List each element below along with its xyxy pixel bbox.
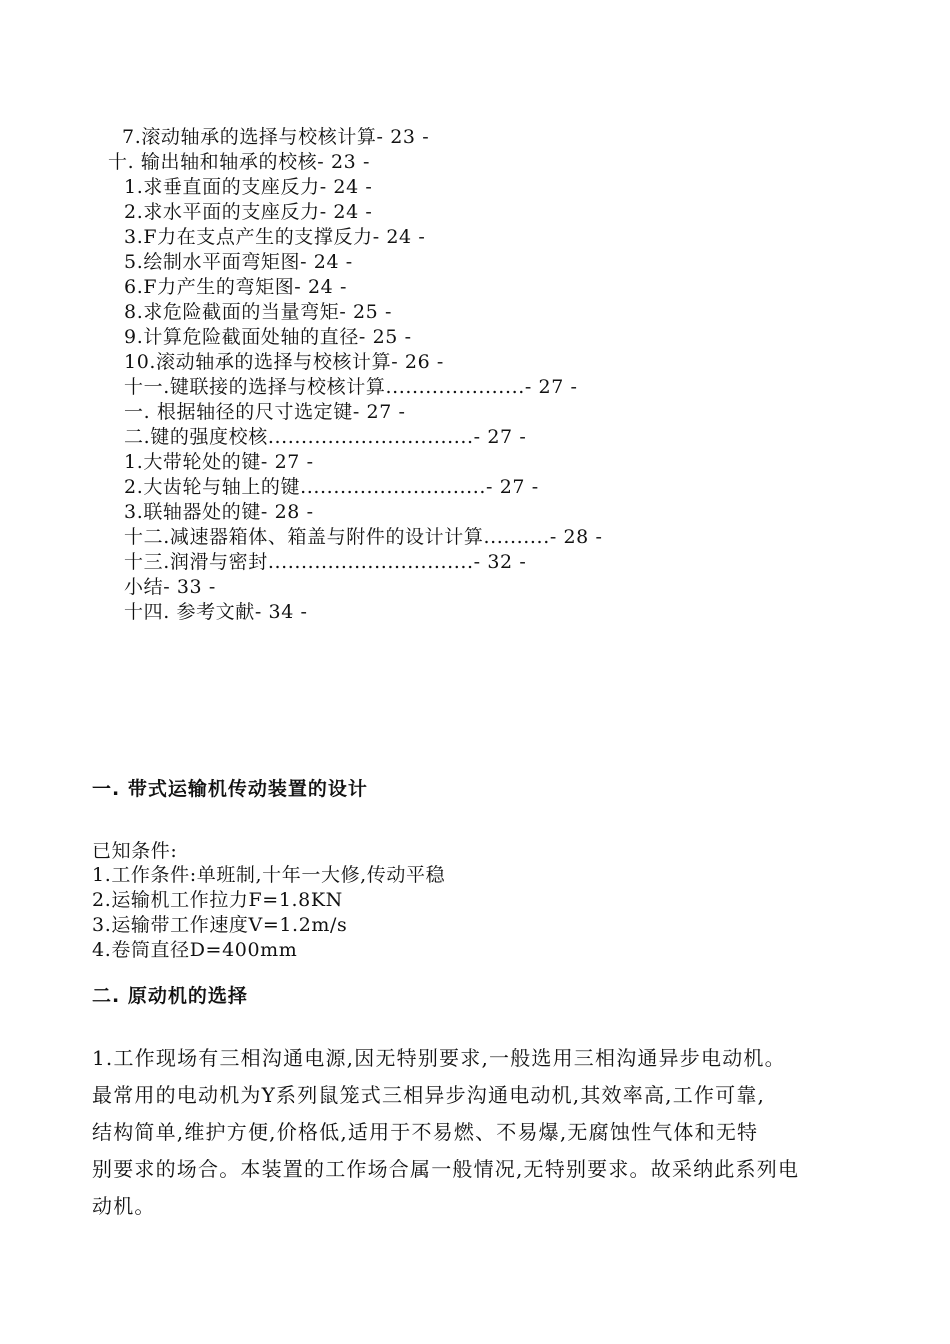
- toc-entry: 小结- 33 -: [124, 576, 216, 598]
- given-item: 2.运输机工作拉力F=1.8KN: [92, 889, 343, 911]
- given-label: 已知条件:: [92, 840, 178, 862]
- toc-entry: 十一.键联接的选择与校核计算.....................- 27 -: [124, 376, 578, 398]
- paragraph-line: 最常用的电动机为Y系列鼠笼式三相异步沟通电动机,其效率高,工作可靠,: [92, 1083, 766, 1107]
- toc-entry: 二.键的强度校核...............................- 27 -: [124, 426, 527, 448]
- given-item: 3.运输带工作速度V=1.2m/s: [92, 914, 348, 936]
- toc-entry: 8.求危险截面的当量弯矩- 25 -: [124, 301, 393, 323]
- toc-entry: 2.求水平面的支座反力- 24 -: [124, 201, 373, 223]
- body-paragraph: [92, 1040, 872, 1225]
- toc-entry: 10.滚动轴承的选择与校核计算- 26 -: [124, 351, 444, 373]
- toc-entry: 5.绘制水平面弯矩图- 24 -: [124, 251, 353, 273]
- toc-entry: 十. 输出轴和轴承的校核- 23 -: [108, 151, 370, 173]
- toc-entry: 9.计算危险截面处轴的直径- 25 -: [124, 326, 412, 348]
- toc-entry: 3.联轴器处的键- 28 -: [124, 501, 314, 523]
- section-heading: 一. 带式运输机传动装置的设计: [92, 778, 368, 800]
- toc-entry: 十二.减速器箱体、箱盖与附件的设计计算..........- 28 -: [124, 526, 603, 548]
- toc-entry: 3.F力在支点产生的支撑反力- 24 -: [124, 226, 426, 248]
- toc-entry: 十四. 参考文献- 34 -: [124, 601, 308, 623]
- toc-entry: 7.滚动轴承的选择与校核计算- 23 -: [122, 126, 430, 148]
- paragraph-line: 动机。: [92, 1194, 156, 1218]
- paragraph-line: 别要求的场合。本装置的工作场合属一般情况,无特别要求。故采纳此系列电: [92, 1157, 800, 1181]
- paragraph-line: 结构简单,维护方便,价格低,适用于不易燃、不易爆,无腐蚀性气体和无特: [92, 1120, 759, 1144]
- toc-entry: 1.求垂直面的支座反力- 24 -: [124, 176, 373, 198]
- paragraph-line: 1.工作现场有三相沟通电源,因无特别要求,一般选用三相沟通异步电动机。: [92, 1046, 786, 1070]
- toc-entry: 十三.润滑与密封...............................- 32 -: [124, 551, 527, 573]
- given-item: 4.卷筒直径D=400mm: [92, 939, 298, 961]
- section-heading: 二. 原动机的选择: [92, 985, 248, 1007]
- toc-entry: 2.大齿轮与轴上的键............................- 27 -: [124, 476, 539, 498]
- toc-entry: 6.F力产生的弯矩图- 24 -: [124, 276, 348, 298]
- given-item: 1.工作条件:单班制,十年一大修,传动平稳: [92, 864, 446, 886]
- toc-entry: 一. 根据轴径的尺寸选定键- 27 -: [124, 401, 406, 423]
- toc-entry: 1.大带轮处的键- 27 -: [124, 451, 314, 473]
